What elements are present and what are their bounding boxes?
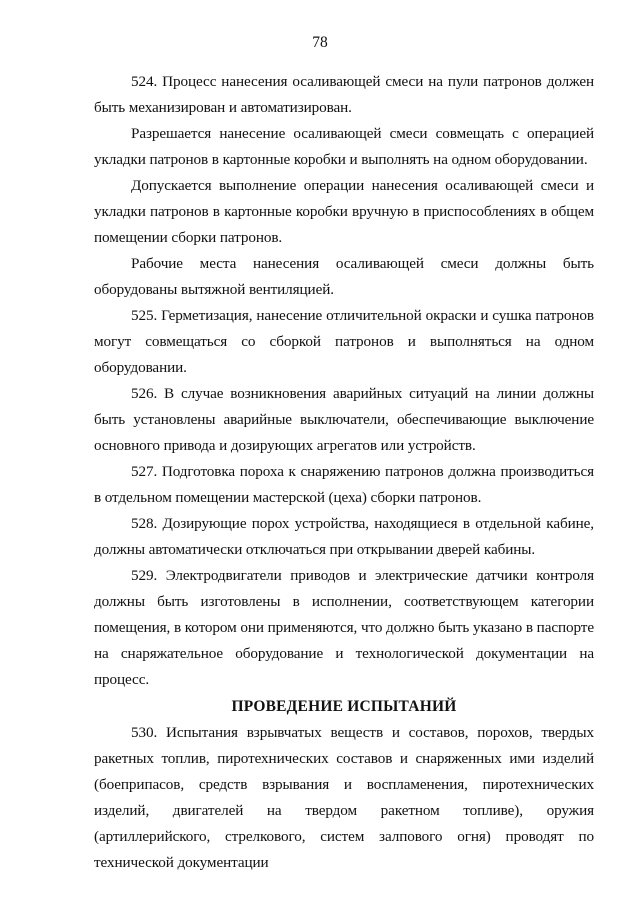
paragraph-528: 528. Дозирующие порох устройства, находящиеся в отдельной кабине, должны автоматически отключаться при открывании дверей кабины. bbox=[94, 515, 594, 558]
paragraph-529: 529. Электродвигатели приводов и электрические датчики контроля должны быть изготовлены в исполнении, соответствующем категории помещения, в котором они применяются, что должно быть указано в паспорте на снаряжательное оборудование и технологической документации на процесс. bbox=[94, 567, 594, 688]
paragraph-524-manual: Допускается выполнение операции нанесения осаливающей смеси и укладки патронов в картонные коробки вручную в приспособлениях в общем помещении сборки патронов. bbox=[94, 177, 594, 246]
paragraph-526: 526. В случае возникновения аварийных ситуаций на линии должны быть установлены аварийные выключатели, обеспечивающие выключение основного привода и дозирующих агрегатов или устройств. bbox=[94, 385, 594, 454]
paragraph-524: 524. Процесс нанесения осаливающей смеси на пули патронов должен быть механизирован и автоматизирован. bbox=[94, 73, 594, 116]
paragraph-524-combine: Разрешается нанесение осаливающей смеси совмещать с операцией укладки патронов в картонные коробки и выполнять на одном оборудовании. bbox=[94, 125, 594, 168]
paragraph-524-ventilation: Рабочие места нанесения осаливающей смеси должны быть оборудованы вытяжной вентиляцией. bbox=[94, 255, 594, 298]
paragraph-527: 527. Подготовка пороха к снаряжению патронов должна производиться в отдельном помещении мастерской (цеха) сборки патронов. bbox=[94, 463, 594, 506]
document-body bbox=[94, 69, 594, 876]
section-heading: ПРОВЕДЕНИЕ ИСПЫТАНИЙ bbox=[231, 698, 457, 715]
paragraph-530: 530. Испытания взрывчатых веществ и составов, порохов, твердых ракетных топлив, пиротехнических составов и снаряженных ими изделий (боеприпасов, средств взрывания и воспламенения, пиротехнических изделий, двигателей на твердом ракетном топливе), оружия (артиллерийского, стрелкового, систем залпового огня) проводят по технической документации bbox=[94, 724, 594, 871]
page-number: 78 bbox=[312, 34, 328, 51]
paragraph-525: 525. Герметизация, нанесение отличительной окраски и сушка патронов могут совмещаться со сборкой патронов и выполняться на одном оборудовании. bbox=[94, 307, 594, 376]
